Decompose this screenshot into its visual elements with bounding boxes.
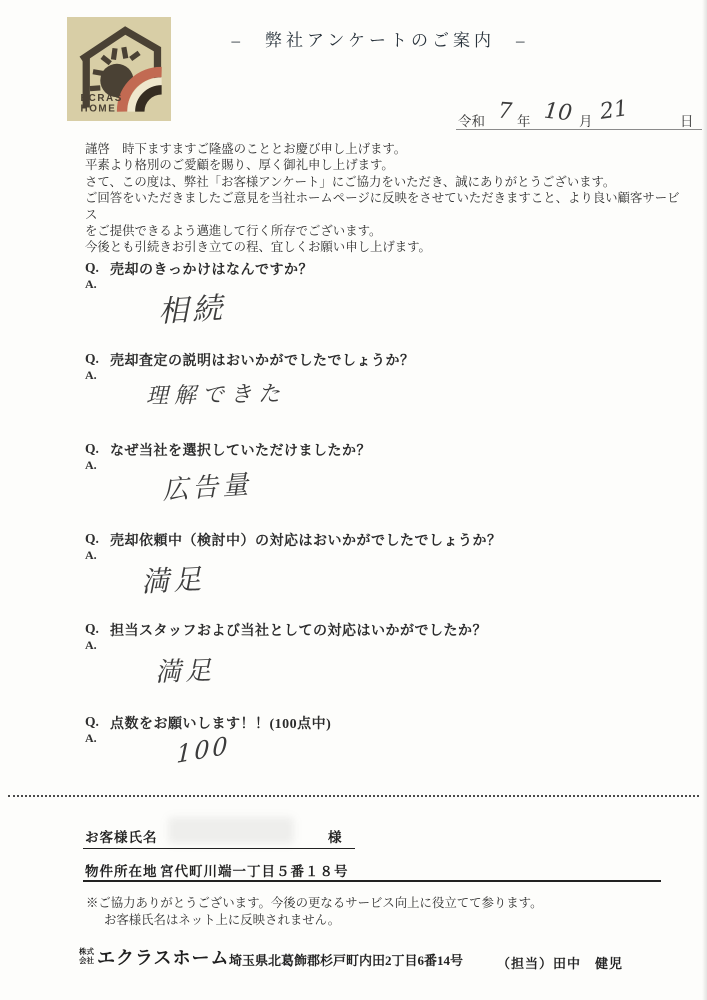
property-location-label: 物件所在地 [85,864,158,879]
date-month-label: 月 [579,114,593,129]
note-line-1: ※ご協力ありがとうございます。今後の更なるサービス向上に役立てて参ります。 [86,896,543,910]
date-underline [456,129,702,130]
customer-name-underline [83,848,355,849]
company-name: エクラスホーム [97,948,230,968]
logo-text-line2: HOME [80,103,117,115]
answer-label: A. [85,368,97,382]
corporation-prefix [79,948,94,965]
greeting-paragraph [85,141,685,256]
handwritten-month: 10 [542,98,574,127]
question-text: 売却査定の説明はおいかがでしたでしょうか？ [110,354,415,369]
answer-label: A. [85,458,97,472]
question-label: Q. [85,621,99,636]
answer-label: A. [85,638,97,652]
answer-label: A. [85,548,97,562]
customer-name-honorific: 様 [328,830,343,845]
property-underline [83,880,661,882]
question-text: 売却依頼中（検討中）の対応はおいかがでしたでしょうか？ [110,534,502,549]
qa-block-2 [0,351,707,443]
staff-in-charge: （担当）田中 健児 [497,956,624,971]
corporation-prefix-line2: 会社 [79,955,94,965]
corporation-prefix-line1: 株式 [79,947,94,956]
handwritten-answer: 100 [175,730,231,770]
handwritten-year: 7 [497,98,513,125]
company-address: 埼玉県北葛飾郡杉戸町内田2丁目6番14号 [229,953,464,968]
greeting-line: ご回答をいただきましたご意見を当社ホームページに反映をさせていただきますこと、より良い顧客サービス [85,191,680,222]
handwritten-day: 21 [598,96,630,125]
answer-label: A. [85,277,97,291]
greeting-line: をご提供できるよう邁進して行く所存でございます。 [85,224,382,239]
qa-block-3 [0,441,707,533]
property-location-value: 宮代町川端一丁目５番１８号 [160,864,349,879]
question-label: Q. [85,441,99,456]
question-label: Q. [85,531,99,546]
greeting-line: さて、この度は、弊社「お客様アンケート」にご協力をいただき、誠にありがとうございます。 [85,174,616,189]
greeting-line: 今後とも引続きお引き立ての程、宜しくお願い申し上げます。 [85,240,431,255]
date-day-label: 日 [680,114,694,129]
note-line-2: お客様氏名はネット上に反映されません。 [104,913,341,927]
question-label: Q. [85,351,99,366]
handwritten-answer: 広告量 [161,469,254,507]
handwritten-answer: 理解できた [145,381,287,410]
dotted-separator [8,795,699,797]
date-year-label: 年 [517,114,531,129]
qa-block-6 [0,714,707,806]
scan-edge-shadow [702,0,707,1000]
question-text: なぜ当社を選択していただけましたか？ [110,444,371,459]
handwritten-answer: 満足 [140,562,206,599]
qa-block-1 [0,260,707,352]
redacted-customer-name [168,817,294,844]
question-text: 売却のきっかけはなんですか？ [110,263,313,278]
question-label: Q. [85,714,99,729]
greeting-line: 謹啓 時下ますますご隆盛のこととお慶び申し上げます。 [85,142,407,156]
date-era-label: 令和 [458,114,485,129]
customer-name-label: お客様氏名 [85,830,158,845]
greeting-line: 平素より格別のご愛顧を賜り、厚く御礼申し上げます。 [85,158,394,173]
question-text: 担当スタッフおよび当社としての対応はいかがでしたか？ [110,624,487,639]
question-label: Q. [85,260,99,275]
answer-label: A. [85,731,97,745]
logo-text-line1: ECRAS [80,93,123,105]
handwritten-answer: 相続 [157,291,228,330]
qa-block-4 [0,531,707,623]
handwritten-answer: 満足 [154,655,216,689]
question-text: 点数をお願いします！！(100点中) [110,717,332,732]
page-title: – 弊社アンケートのご案内 – [231,31,529,50]
qa-block-5 [0,621,707,713]
